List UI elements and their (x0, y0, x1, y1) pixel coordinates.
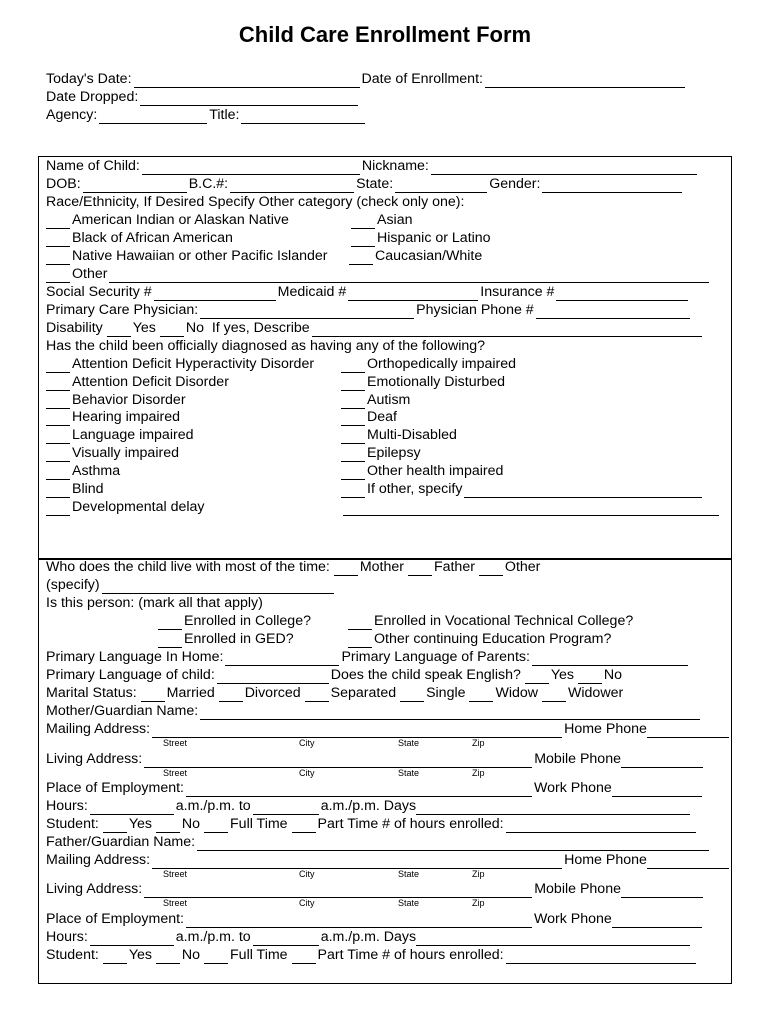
zip-hint: Zip (472, 768, 485, 778)
checkbox-line[interactable] (46, 430, 70, 444)
hours-from-field[interactable] (90, 801, 174, 815)
checkbox-line[interactable] (292, 950, 316, 964)
checkbox-line[interactable] (305, 688, 329, 702)
diag-label: Blind (72, 481, 104, 497)
checkbox-line[interactable] (348, 616, 372, 630)
agency-row (46, 106, 367, 124)
bc-field[interactable] (230, 179, 354, 193)
employment-field[interactable] (186, 914, 532, 928)
checkbox-line[interactable] (351, 233, 375, 247)
checkbox-line[interactable] (292, 819, 316, 833)
zip-hint: Zip (472, 869, 485, 879)
state-hint: State (398, 738, 420, 748)
ampm-days-label: a.m./p.m. Days (320, 798, 417, 814)
yes-label: Yes (132, 320, 156, 336)
ssn-field[interactable] (154, 287, 276, 301)
edu-label: Enrolled in Vocational Technical College? (374, 613, 634, 629)
mother-name-label: Mother/Guardian Name: (46, 703, 199, 719)
race-option (46, 247, 328, 265)
checkbox-line[interactable] (46, 395, 70, 409)
hours-label: Hours: (46, 929, 88, 945)
home-phone-label: Home Phone (564, 721, 647, 737)
race-label: Black of African American (72, 230, 233, 246)
checkbox-line[interactable] (46, 233, 70, 247)
checkbox-line[interactable] (349, 251, 373, 265)
diag-label: Deaf (367, 409, 397, 425)
diag-label: Orthopedically impaired (367, 356, 517, 372)
child-name-row (46, 157, 699, 175)
lang-home-field[interactable] (225, 652, 339, 666)
diag-option (46, 462, 120, 480)
other-option: Other (504, 559, 541, 575)
edu-option (158, 612, 311, 630)
diag-extra-row (341, 498, 721, 516)
ids-row (46, 283, 690, 301)
separated-option: Separated (330, 685, 397, 701)
father-name-row (46, 833, 711, 851)
diag-label: Attention Deficit Disorder (72, 374, 229, 390)
checkbox-line[interactable] (156, 819, 180, 833)
race-label: Caucasian/White (375, 248, 483, 264)
form-title: Child Care Enrollment Form (238, 22, 532, 47)
checkbox-line[interactable] (525, 670, 549, 684)
diag-option (46, 444, 179, 462)
no-label: No (185, 320, 204, 336)
race-prompt: Race/Ethnicity, If Desired Specify Other category (check only one): (46, 194, 465, 210)
state-hint: State (398, 768, 420, 778)
agency-label: Agency: (46, 107, 98, 123)
lang-home-row (46, 648, 690, 666)
race-option (351, 211, 413, 229)
checkbox-line[interactable] (542, 688, 566, 702)
title-label: Title: (209, 107, 240, 123)
race-label: Asian (377, 212, 413, 228)
child-name-label: Name of Child: (46, 158, 140, 174)
full-time-label: Full Time (230, 816, 288, 832)
gender-field[interactable] (542, 179, 682, 193)
father-name-label: Father/Guardian Name: (46, 834, 196, 850)
full-time-label: Full Time (230, 947, 288, 963)
work-phone-field[interactable] (612, 914, 702, 928)
single-option: Single (426, 685, 466, 701)
father-mailing-row (46, 851, 731, 869)
lang-child-field[interactable] (217, 670, 329, 684)
checkbox-line[interactable] (341, 466, 365, 480)
checkbox-line[interactable] (341, 430, 365, 444)
diag-prompt: Has the child been officially diagnosed as having any of the following? (46, 338, 486, 354)
mobile-phone-label: Mobile Phone (534, 881, 621, 897)
checkbox-line[interactable] (219, 688, 243, 702)
state-hint: State (398, 869, 420, 879)
yes-label: Yes (128, 816, 152, 832)
diag-option (341, 408, 397, 426)
lang-home-label: Primary Language In Home: (46, 649, 224, 665)
street-hint: Street (163, 768, 188, 778)
work-phone-label: Work Phone (534, 780, 612, 796)
no-label: No (181, 816, 201, 832)
father-name-field[interactable] (197, 837, 709, 851)
checkbox-line[interactable] (204, 950, 228, 964)
disability-label: Disability (46, 320, 103, 336)
state-hint: State (398, 898, 420, 908)
marital-label: Marital Status: (46, 685, 137, 701)
edu-label: Enrolled in College? (184, 613, 311, 629)
mother-employment-row (46, 779, 704, 797)
hours-to-field[interactable] (253, 801, 319, 815)
diag-option (46, 408, 180, 426)
date-of-enrollment-label: Date of Enrollment: (361, 71, 483, 87)
checkbox-line[interactable] (46, 412, 70, 426)
physician-label: Primary Care Physician: (46, 302, 199, 318)
checkbox-line[interactable] (469, 688, 493, 702)
diag-label: Other health impaired (367, 463, 504, 479)
work-phone-field[interactable] (612, 783, 702, 797)
checkbox-line[interactable] (158, 634, 182, 648)
lives-with-row (46, 558, 540, 576)
widower-option: Widower (568, 685, 624, 701)
date-of-enrollment-field[interactable] (485, 74, 685, 88)
ampm-days-label: a.m./p.m. Days (320, 929, 417, 945)
city-hint: City (299, 768, 315, 778)
hours-enrolled-field[interactable] (506, 950, 696, 964)
days-field[interactable] (416, 801, 690, 815)
race-label: Hispanic or Latino (377, 230, 491, 246)
yes-label: Yes (128, 947, 152, 963)
diag-label: Hearing impaired (72, 409, 181, 425)
ampm-to-label: a.m./p.m. to (175, 929, 251, 945)
edu-option (348, 612, 633, 630)
disability-describe-field[interactable] (312, 323, 702, 337)
checkbox-line[interactable] (341, 395, 365, 409)
mother-student-row (46, 815, 698, 833)
checkbox-line[interactable] (156, 950, 180, 964)
checkbox-line[interactable] (341, 484, 365, 498)
mailing-field[interactable] (152, 724, 562, 738)
mother-living-row (46, 750, 705, 768)
insurance-label: Insurance # (480, 284, 555, 300)
mailing-field[interactable] (152, 855, 562, 869)
checkbox-line[interactable] (46, 251, 70, 265)
checkbox-line[interactable] (46, 484, 70, 498)
race-option (349, 247, 482, 265)
state-field[interactable] (395, 179, 487, 193)
diag-label: Attention Deficit Hyperactivity Disorder (72, 356, 315, 372)
ampm-to-label: a.m./p.m. to (175, 798, 251, 814)
diag-label: Emotionally Disturbed (367, 374, 505, 390)
hours-to-field[interactable] (253, 932, 319, 946)
street-hint: Street (163, 869, 188, 879)
diag-option (46, 373, 229, 391)
widow-option: Widow (495, 685, 539, 701)
no-label: No (181, 947, 201, 963)
checkbox-line[interactable] (103, 819, 127, 833)
checkbox-line[interactable] (341, 412, 365, 426)
diag-label: Multi-Disabled (367, 427, 457, 443)
diag-option (341, 426, 457, 444)
diag-option (341, 462, 503, 480)
checkbox-line[interactable] (204, 819, 228, 833)
edu-label: Enrolled in GED? (184, 631, 294, 647)
checkbox-line[interactable] (479, 562, 503, 576)
checkbox-line[interactable] (400, 688, 424, 702)
diag-label: Behavior Disorder (72, 392, 186, 408)
nickname-label: Nickname: (361, 158, 429, 174)
diag-option (341, 444, 421, 462)
todays-date-label: Today's Date: (46, 71, 132, 87)
days-field[interactable] (416, 932, 690, 946)
mobile-phone-field[interactable] (621, 754, 703, 768)
part-time-label: Part Time # of hours enrolled: (317, 816, 504, 832)
checkbox-line[interactable] (46, 269, 70, 283)
lang-parents-label: Primary Language of Parents: (341, 649, 530, 665)
diag-option (46, 426, 193, 444)
specify-row (46, 576, 336, 594)
employment-label: Place of Employment: (46, 911, 184, 927)
if-other-specify-field[interactable] (464, 484, 702, 498)
mother-hours-row (46, 797, 692, 815)
race-other-label: Other (72, 266, 108, 282)
checkbox-line[interactable] (334, 562, 358, 576)
checkbox-line[interactable] (46, 502, 70, 516)
checkbox-line[interactable] (160, 323, 184, 337)
employment-label: Place of Employment: (46, 780, 184, 796)
physician-field[interactable] (200, 305, 414, 319)
edu-label: Other continuing Education Program? (374, 631, 612, 647)
diag-option (341, 355, 516, 373)
checkbox-line[interactable] (408, 562, 432, 576)
specify-label: (specify) (46, 577, 100, 593)
married-option: Married (166, 685, 215, 701)
mother-mailing-row (46, 720, 731, 738)
city-hint: City (299, 898, 315, 908)
living-field[interactable] (144, 884, 532, 898)
checkbox-line[interactable] (46, 466, 70, 480)
diag-option (341, 391, 410, 409)
date-dropped-row (46, 88, 360, 106)
part-time-label: Part Time # of hours enrolled: (317, 947, 504, 963)
mother-name-row (46, 702, 702, 720)
divorced-option: Divorced (244, 685, 301, 701)
work-phone-label: Work Phone (534, 911, 612, 927)
checkbox-line[interactable] (341, 448, 365, 462)
checkbox-line[interactable] (141, 688, 165, 702)
checkbox-line[interactable] (103, 950, 127, 964)
employment-field[interactable] (186, 783, 532, 797)
ssn-label: Social Security # (46, 284, 152, 300)
checkbox-line[interactable] (158, 616, 182, 630)
title-field[interactable] (241, 110, 365, 124)
bc-label: B.C.#: (188, 176, 229, 192)
father-student-row (46, 946, 698, 964)
checkbox-line[interactable] (348, 634, 372, 648)
medicaid-label: Medicaid # (277, 284, 347, 300)
father-living-row (46, 880, 705, 898)
checkbox-line[interactable] (341, 359, 365, 373)
mother-name-field[interactable] (200, 706, 700, 720)
diag-extra-field[interactable] (343, 502, 719, 516)
diag-option (46, 355, 314, 373)
todays-date-row (46, 70, 687, 88)
mobile-phone-label: Mobile Phone (534, 751, 621, 767)
checkbox-line[interactable] (351, 215, 375, 229)
no-label: No (603, 667, 623, 683)
father-option: Father (433, 559, 475, 575)
student-label: Student: (46, 947, 99, 963)
hours-from-field[interactable] (90, 932, 174, 946)
checkbox-line[interactable] (46, 359, 70, 373)
living-label: Living Address: (46, 881, 143, 897)
medicaid-field[interactable] (348, 287, 478, 301)
race-option (351, 229, 491, 247)
race-other-row (46, 265, 711, 283)
hours-enrolled-field[interactable] (506, 819, 696, 833)
student-label: Student: (46, 816, 99, 832)
diag-option (341, 373, 505, 391)
race-label: Native Hawaiian or other Pacific Islander (72, 248, 328, 264)
checkbox-line[interactable] (46, 448, 70, 462)
nickname-field[interactable] (431, 161, 697, 175)
home-phone-field[interactable] (647, 724, 729, 738)
race-option (46, 229, 233, 247)
specify-field[interactable] (102, 580, 334, 594)
diag-label: Developmental delay (72, 499, 205, 515)
date-dropped-field[interactable] (140, 92, 358, 106)
child-name-field[interactable] (142, 161, 360, 175)
speak-english-label: Does the child speak English? (330, 667, 521, 683)
yes-label: Yes (550, 667, 574, 683)
zip-hint: Zip (472, 898, 485, 908)
checkbox-line[interactable] (341, 377, 365, 391)
checkbox-line[interactable] (578, 670, 602, 684)
marital-row (46, 684, 623, 702)
mother-option: Mother (359, 559, 404, 575)
zip-hint: Zip (472, 738, 485, 748)
physician-row (46, 301, 692, 319)
todays-date-field[interactable] (134, 74, 360, 88)
city-hint: City (299, 738, 315, 748)
if-yes-label: If yes, Describe (211, 320, 310, 336)
is-person-row: Is this person: (mark all that apply) (46, 595, 263, 611)
dob-field[interactable] (83, 179, 187, 193)
state-label: State: (356, 176, 394, 192)
agency-field[interactable] (99, 110, 207, 124)
physician-phone-label: Physician Phone # (416, 302, 534, 318)
checkbox-line[interactable] (107, 323, 131, 337)
lang-child-row (46, 666, 622, 684)
home-phone-field[interactable] (647, 855, 729, 869)
diag-label: Autism (367, 392, 411, 408)
father-hours-row (46, 928, 692, 946)
mobile-phone-field[interactable] (621, 884, 703, 898)
edu-option (158, 630, 294, 648)
diag-label: Asthma (72, 463, 121, 479)
date-dropped-label: Date Dropped: (46, 89, 139, 105)
dob-label: DOB: (46, 176, 81, 192)
checkbox-line[interactable] (46, 377, 70, 391)
diag-label: Epilepsy (367, 445, 421, 461)
hours-label: Hours: (46, 798, 88, 814)
mailing-label: Mailing Address: (46, 852, 151, 868)
diag-option (46, 391, 186, 409)
diag-option (46, 480, 104, 498)
diag-option (341, 480, 704, 498)
race-option (46, 211, 289, 229)
lang-parents-field[interactable] (532, 652, 688, 666)
diag-label: Language impaired (72, 427, 194, 443)
street-hint: Street (163, 738, 188, 748)
street-hint: Street (163, 898, 188, 908)
mailing-label: Mailing Address: (46, 721, 151, 737)
physician-phone-field[interactable] (536, 305, 690, 319)
home-phone-label: Home Phone (564, 852, 647, 868)
race-other-field[interactable] (109, 269, 709, 283)
edu-option (348, 630, 611, 648)
living-field[interactable] (144, 754, 532, 768)
dob-row (46, 175, 684, 193)
living-label: Living Address: (46, 751, 143, 767)
lives-with-label: Who does the child live with most of the time: (46, 559, 330, 575)
race-label: American Indian or Alaskan Native (72, 212, 289, 228)
diag-label: Visually impaired (72, 445, 179, 461)
diag-option (46, 498, 205, 516)
diag-label: If other, specify (367, 481, 463, 497)
father-employment-row (46, 910, 704, 928)
lang-child-label: Primary Language of child: (46, 667, 215, 683)
disability-row (46, 319, 704, 337)
city-hint: City (299, 869, 315, 879)
checkbox-line[interactable] (46, 215, 70, 229)
gender-label: Gender: (489, 176, 541, 192)
insurance-field[interactable] (556, 287, 688, 301)
